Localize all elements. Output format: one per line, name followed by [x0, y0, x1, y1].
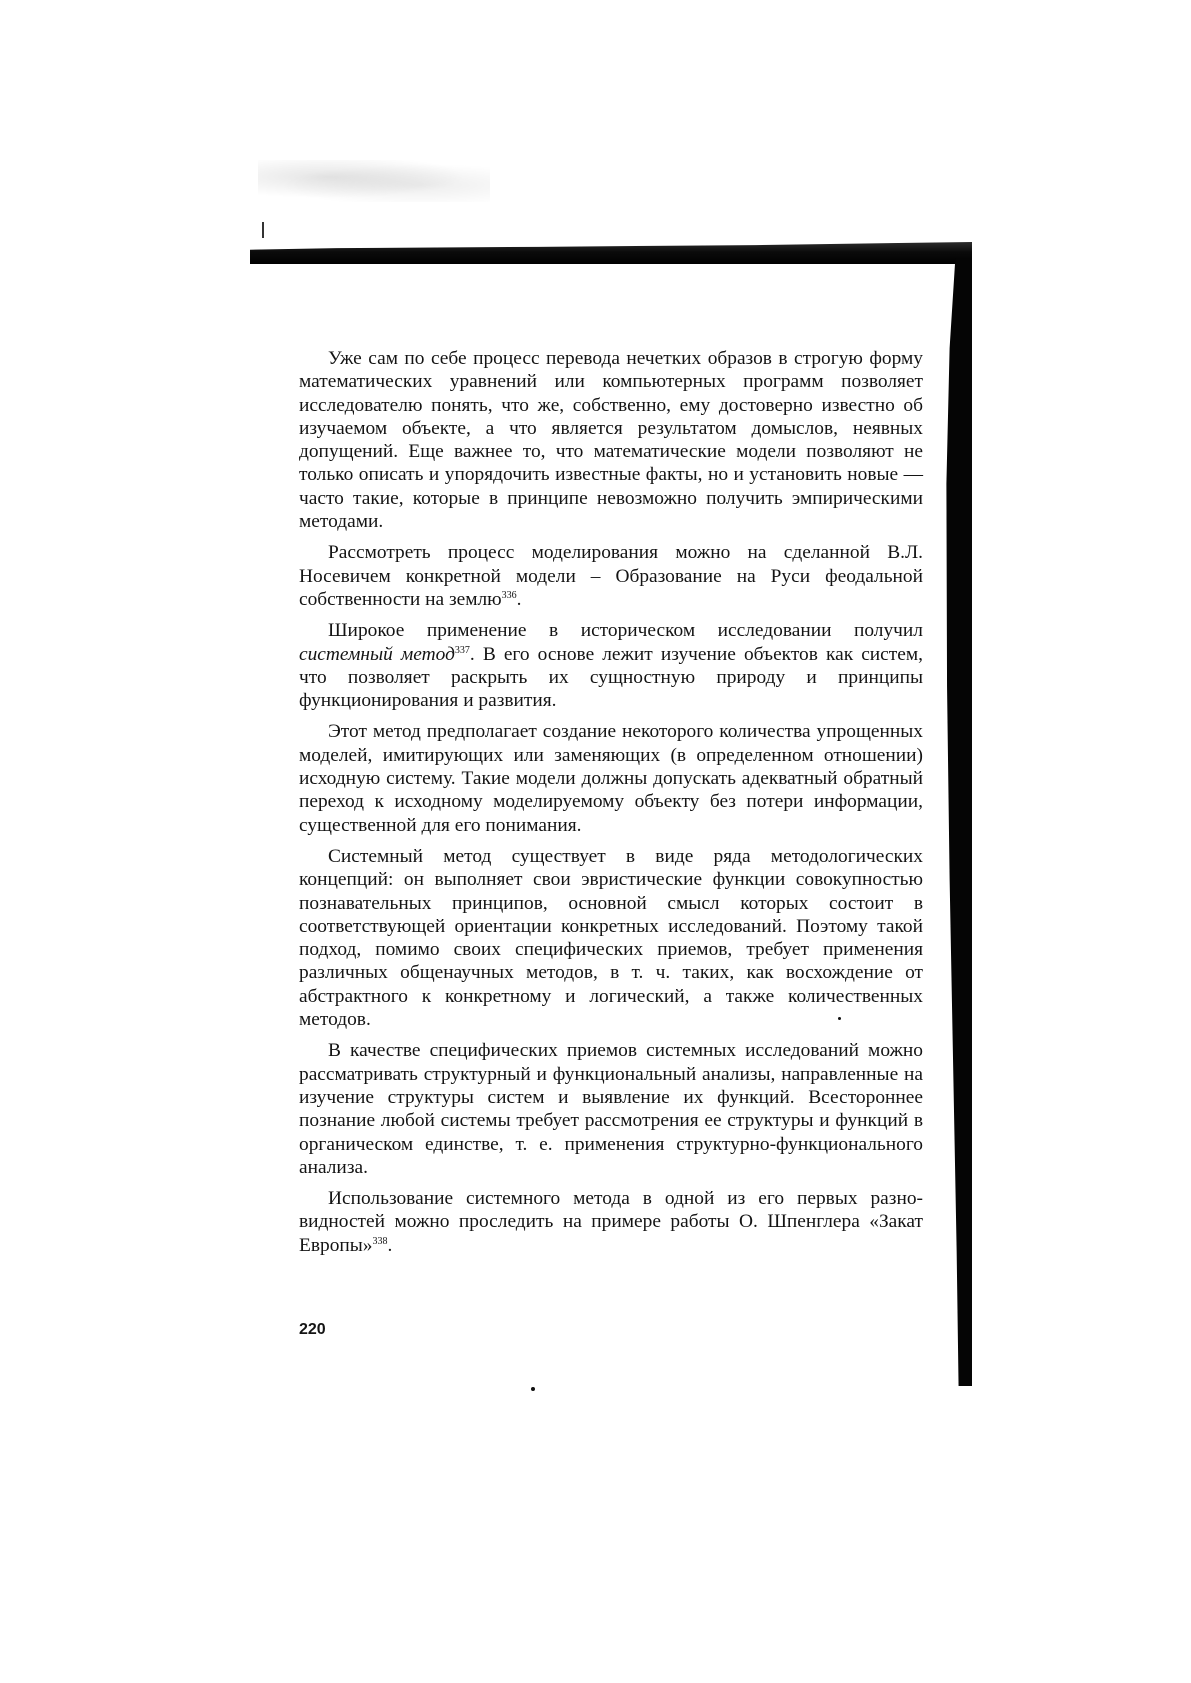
- paragraph-5-text: Системный метод существует в виде ряда методологических концепций: он выполняет свои эвристические функции совокупностью познавательных принципов, основной смысл которых состоит в соответствующей ориентации конкретных исследований. Поэтому такой подход, помимо своих специфических приемов, требует применения различных общенаучных методов, в т. ч. таких, как восхождение от абстрактного к конкретному и логический, а также количественных методов.: [299, 845, 923, 1031]
- paragraph-1: [299, 347, 923, 533]
- page-edge-right: [940, 258, 972, 1386]
- paragraph-4: [299, 720, 923, 836]
- footnote-marker-338: 338: [372, 1235, 388, 1247]
- paragraph-7-text: Использование системного метода в одной из его первых разновидностей можно проследить на примере работы О. Шпенглера «Закат Европы»: [299, 1188, 923, 1256]
- scan-speck: [838, 1017, 841, 1020]
- page-edge-top: [250, 242, 972, 264]
- paragraph-6: [299, 1039, 923, 1179]
- system-method-term: системный метод: [299, 643, 455, 665]
- paragraph-7-end: .: [387, 1234, 393, 1256]
- footnote-marker-336: 336: [501, 589, 517, 601]
- paragraph-2-end: .: [516, 588, 522, 610]
- scan-smudge: [258, 160, 490, 202]
- paragraph-5: [299, 845, 923, 1031]
- page-number: 220: [299, 1321, 326, 1338]
- paragraph-1-text: Уже сам по себе процесс перевода нечетких образов в строгую форму математических уравнений или компьютерных программ позволяет исследователю понять, что же, собственно, ему достоверно известно об изучаемом объекте, а что является результатом домыслов, неявных допущений. Еще важнее то, что математические модели позволяют не только описать и упорядочить известные факты, но и установить новые — часто такие, которые в принципе невозможно получить эмпирическими методами.: [299, 348, 923, 533]
- paragraph-3-text: . В его основе лежит изучение объектов как систем, что позволяет раскрыть их сущностную природу и принципы функционирования и развития.: [299, 643, 923, 712]
- paragraph-3-start: Широкое применение в историческом исследовании получил: [328, 620, 923, 642]
- footnote-marker-337: 337: [454, 644, 470, 656]
- paragraph-7: [299, 1187, 923, 1257]
- paragraph-2: [299, 541, 923, 611]
- scan-speck: [531, 1387, 535, 1391]
- paragraph-4-text: Этот метод предполагает создание некоторого количества упрощенных моделей, имитирующих или заменяющих (в определенном отношении) исходную систему. Такие модели должны допускать адекватный обратный переход к исходному моделируемому объекту без потери информации, существенной для его понимания.: [299, 721, 923, 836]
- paragraph-2-text: Рассмотреть процесс моделирования можно на сделанной В.Л. Носевичем конкретной модели – Образование на Руси феодальной собственности на землю: [299, 542, 923, 610]
- main-text: [299, 347, 923, 1265]
- paragraph-6-text: В качестве специфических приемов системных исследований можно рассматривать структурный и функциональный анализы, направленные на изучение структуры систем и выявление их функций. Всестороннее познание любой системы требует рассмотрения ее структуры и функций в органическом единстве, т. е. применения структурно-функционального анализа.: [299, 1040, 923, 1178]
- paragraph-3: [299, 619, 923, 712]
- scan-tick-mark: [262, 222, 264, 238]
